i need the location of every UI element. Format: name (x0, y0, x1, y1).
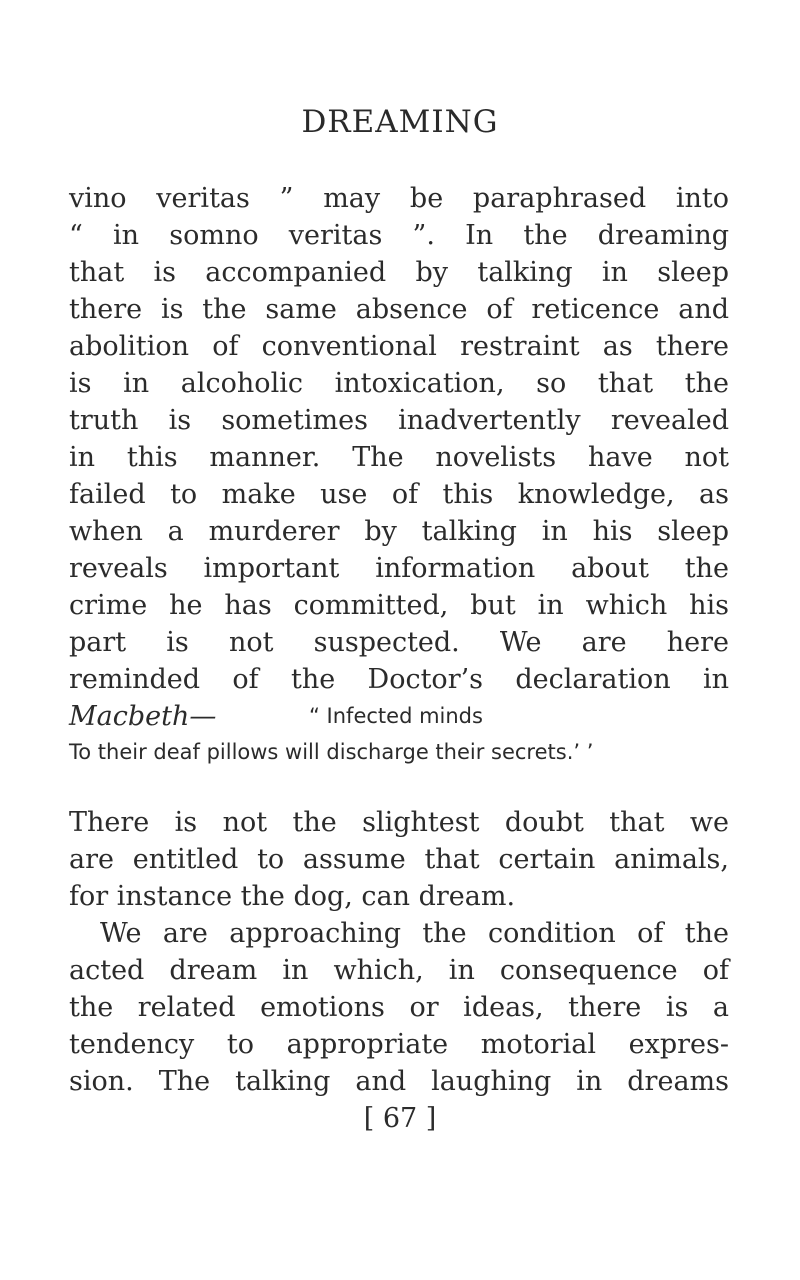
text-line: We are approaching the condition of the (100, 918, 729, 949)
running-head: DREAMING (301, 104, 499, 140)
text-line: for instance the dog, can dream. (69, 881, 516, 912)
text-line: are entitled to assume that certain animals, (69, 844, 729, 875)
text-line: reveals important information about the (69, 553, 729, 584)
text-line: tendency to appropriate motorial expres- (69, 1029, 729, 1060)
text-line: sion. The talking and laughing in dreams (69, 1066, 729, 1097)
text-line: there is the same absence of reticence and (69, 294, 729, 325)
text-line: failed to make use of this knowledge, as (69, 479, 729, 510)
page-number: [ 67 ] (363, 1103, 437, 1134)
quote-line-1: “ Infected minds (309, 704, 483, 728)
text-line: vino veritas ” may be paraphrased into (69, 183, 729, 214)
text-line: acted dream in which, in consequence of (69, 955, 729, 986)
quote-line-2: To their deaf pillows will discharge their secrets.’ ’ (69, 740, 594, 764)
text-line: the related emotions or ideas, there is a (69, 992, 729, 1023)
text-line: abolition of conventional restraint as there (69, 331, 729, 362)
text-line: reminded of the Doctor’s declaration in (69, 664, 729, 695)
text-line: is in alcoholic intoxication, so that the (69, 368, 729, 399)
text-line: truth is sometimes inadvertently revealed (69, 405, 729, 436)
text-line: that is accompanied by talking in sleep (69, 257, 729, 288)
text-line: crime he has committed, but in which his (69, 590, 729, 621)
text-line: There is not the slightest doubt that we (69, 807, 729, 838)
macbeth-title: Macbeth— (69, 701, 217, 732)
text-line: “ in somno veritas ”. In the dreaming (69, 220, 729, 251)
text-line: part is not suspected. We are here (69, 627, 729, 658)
text-line: in this manner. The novelists have not (69, 442, 729, 473)
text-line: when a murderer by talking in his sleep (69, 516, 729, 547)
